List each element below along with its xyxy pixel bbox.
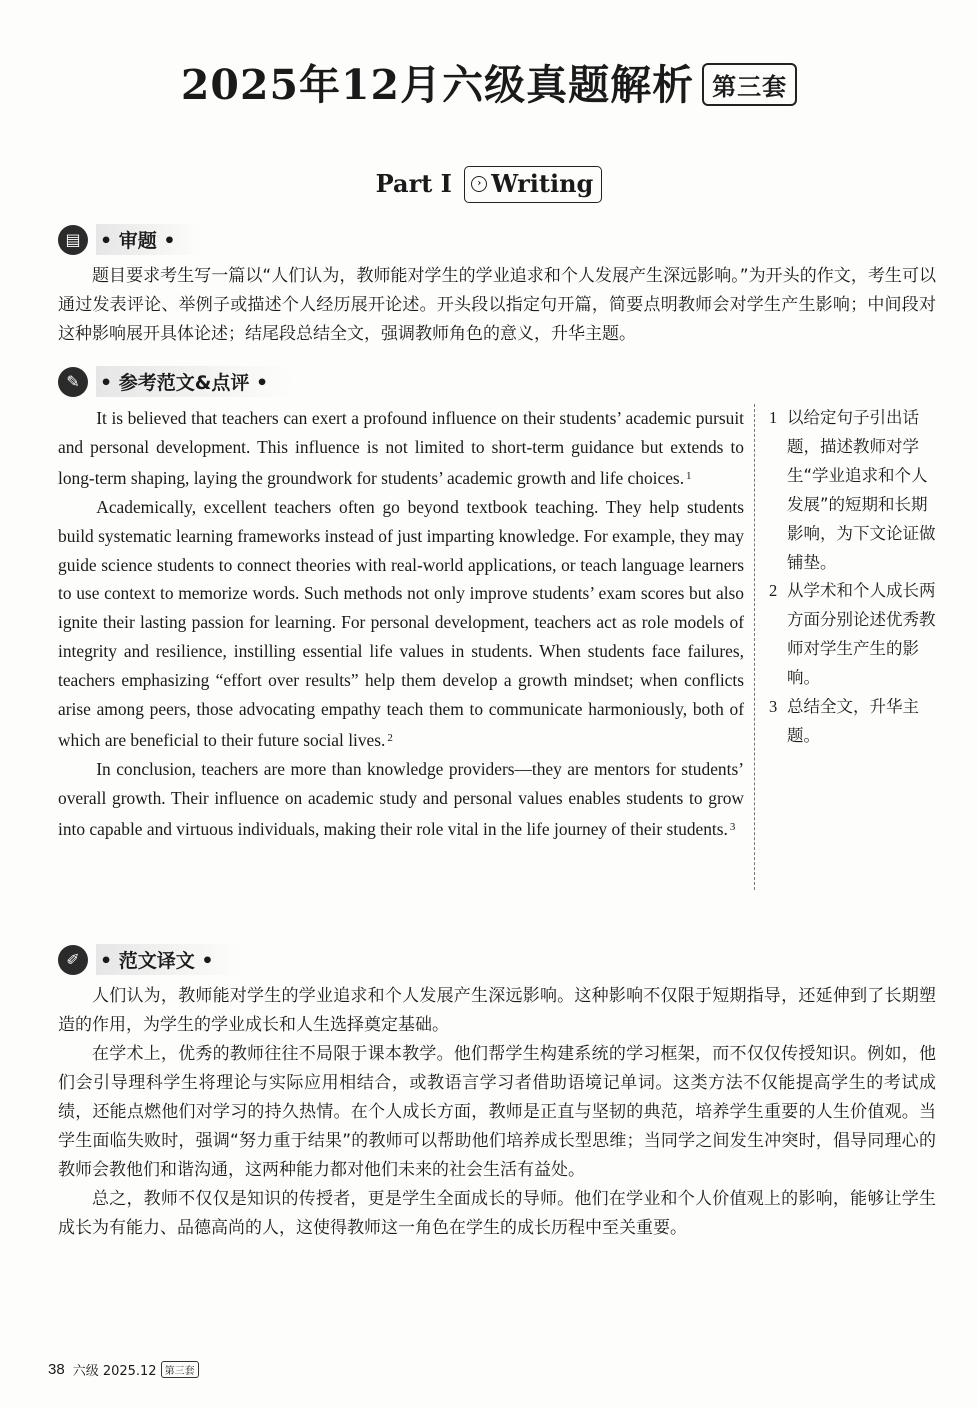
shenti-body [58, 262, 936, 349]
translation-paragraph-3: 总之，教师不仅仅是知识的传授者，更是学生全面成长的导师。他们在学业和个人价值观上的影响，能够让学生成长为有能力、品德高尚的人，这使得教师这一角色在学生的成长历程中至关重要。 [58, 1189, 936, 1238]
page-footer [48, 1360, 199, 1379]
note-mark: 2 [387, 731, 393, 744]
translation-paragraph-2: 在学术上，优秀的教师往往不局限于课本教学。他们帮学生构建系统的学习框架，而不仅仅传授知识。例如，他们会引导理科学生将理论与实际应用相结合，或教语言学习者借助语境记单词。这类方法不仅能提高学生的考试成绩，还能点燃他们对学习的持久热情。在个人成长方面，教师是正直与坚韧的典范，培养学生重要的人生价值观。当学生面临失败时，强调“努力重于结果”的教师可以帮助他们培养成长型思维；当同学之间发生冲突时，倡导同理心的教师会教他们和谐沟通，这两种能力都对他们未来的社会生活有益处。 [58, 1044, 936, 1180]
page-number: 38 [48, 1361, 65, 1378]
part-name: Writing [491, 169, 594, 198]
note-mark: 1 [686, 469, 692, 482]
page-title [0, 52, 978, 111]
footer-badge: 第三套 [161, 1361, 199, 1378]
footer-label: 六级 2025.12 [72, 1364, 157, 1379]
section-label: • 审题 • [96, 224, 202, 255]
translation-body [58, 982, 936, 1243]
commentary-notes [754, 404, 936, 890]
note-item: 3 总结全文，升华主题。 [769, 697, 919, 745]
essay-paragraph-3: In conclusion, teachers are more than knowledge providers—they are mentors for students’ overall growth. Their influence on academic study and personal values enables students to grow into capable and virtuous individuals, making their role vital in the life journey of their students. $^3$ [58, 758, 744, 839]
shenti-paragraph: 题目要求考生写一篇以“人们认为，教师能对学生的学业追求和个人发展产生深远影响。”为开头的作文，考生可以通过发表评论、举例子或描述个人经历展开论述。开头段以指定句开篇，简要点明教师会对学生产生影响；中间段对这种影响展开具体论述；结尾段总结全文，强调教师角色的意义，升华主题。 [58, 266, 936, 344]
note-item: 1 以给定句子引出话题，描述教师对学生“学业追求和个人发展”的短期和长期影响，为下文论证做铺垫。 [769, 408, 936, 572]
essay-paragraph-2: Academically, excellent teachers often go beyond textbook teaching. They help students build systematic learning frameworks instead of just imparting knowledge. For example, they may guide science students to connect theories with real-world applications, or teach language learners to use context to memorize words. Such methods not only improve students’ exam scores but also ignite their lasting passion for learning. For personal development, teachers act as role models of integrity and resilience, instilling essential life values in students. When students face failures, teachers emphasizing “effort over results” help them develop a growth mindset; when conflicts arise among peers, those advocating empathy teach them to communicate harmoniously, both of which are beneficial to their future social lives. $^2$ [58, 496, 744, 750]
section-label: • 参考范文&点评 • [96, 366, 294, 397]
arrow-right-icon: › [471, 176, 487, 192]
note-item: 2 从学术和个人成长两方面分别论述优秀教师对学生产生的影响。 [769, 581, 936, 688]
essay-paragraph-1: It is believed that teachers can exert a profound influence on their students’ academic pursuit and personal development. This influence is not limited to short-term guidance but extends to long-term shaping, laying the groundwork for students’ academic growth and life choices. $^1$ [58, 408, 744, 488]
pen-icon: ✐ [58, 945, 88, 975]
set-badge: 第三套 [702, 63, 797, 106]
part-heading [0, 166, 978, 203]
part-name-box [464, 166, 602, 203]
scroll-icon: ✎ [58, 367, 88, 397]
section-heading-shenti [58, 224, 202, 255]
note-mark: 3 [729, 820, 736, 833]
translation-paragraph-1: 人们认为，教师能对学生的学业追求和个人发展产生深远影响。这种影响不仅限于短期指导，还延伸到了长期塑造的作用，为学生的学业成长和人生选择奠定基础。 [58, 986, 936, 1035]
essay-body [58, 404, 744, 844]
section-label: • 范文译文 • [96, 944, 240, 975]
section-heading-fanwen [58, 366, 294, 397]
section-heading-yiwen [58, 944, 240, 975]
document-icon: ▤ [58, 225, 88, 255]
part-label: Part I [375, 169, 452, 198]
title-text: 2025年12月六级真题解析 [180, 61, 695, 109]
